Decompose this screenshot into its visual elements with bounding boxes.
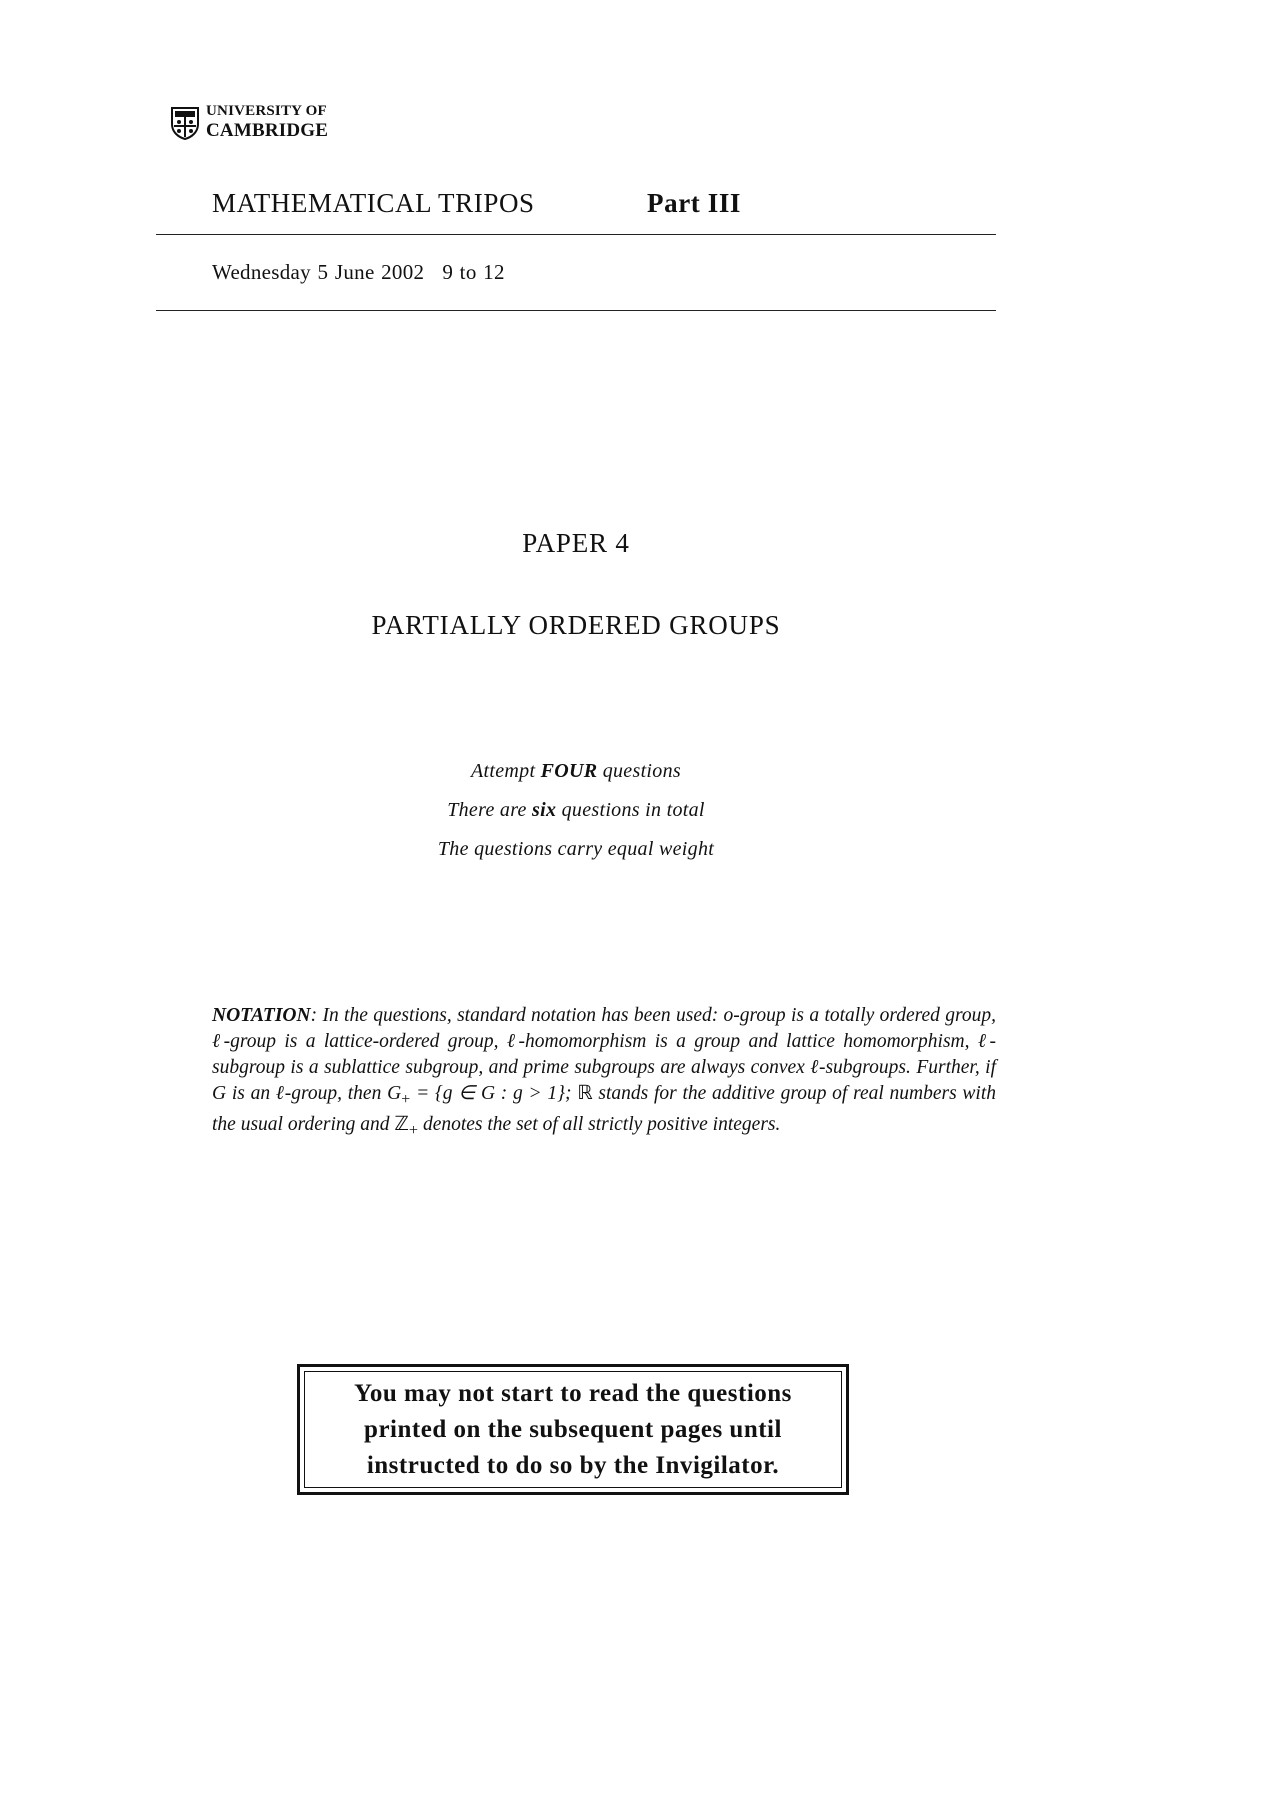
university-crest-icon <box>170 106 200 140</box>
exam-time: 9 to 12 <box>442 260 505 284</box>
instructions <box>0 752 1152 869</box>
university-name <box>206 104 328 140</box>
instruction-line-total: There are six questions in total <box>447 799 705 821</box>
paper-title: PARTIALLY ORDERED GROUPS <box>371 610 781 640</box>
exam-part: Part III <box>647 188 742 218</box>
instruction-line-weight: The questions carry equal weight <box>437 838 715 860</box>
header-rule-top <box>156 234 996 235</box>
notation-label: NOTATION <box>212 1005 311 1026</box>
university-name-line1: UNIVERSITY OF <box>206 103 327 119</box>
instruction-line-attempt: Attempt FOUR questions <box>471 760 681 782</box>
exam-date-time <box>212 260 505 285</box>
invigilator-warning-box <box>297 1364 849 1495</box>
exam-date: Wednesday 5 June 2002 <box>212 260 425 284</box>
reals-symbol: ℝ <box>577 1083 593 1104</box>
integers-symbol: ℤ <box>394 1113 409 1135</box>
header-rule-bottom <box>156 310 996 311</box>
notation-paragraph: NOTATION: In the questions, standard notation has been used: o-group is a totally ordered group, ℓ-group is a lattice-ordered group, ℓ-homomorphism is a group and lattice homomorphism, ℓ-subgroup is a sublattice subgroup, and prime subgroups are always convex ℓ-subgroups. Further, if G is an ℓ-group, then $G_+ = \{g$ ∈ G : g > 1}; ℝ stands for the additive group of real numbers with the usual ordering and ℤ$_+$ denotes the set of all strictly positive integers. <box>212 1005 997 1139</box>
university-name-line2: CAMBRIDGE <box>206 120 329 141</box>
exam-name: MATHEMATICAL TRIPOS <box>212 188 535 218</box>
paper-number: PAPER 4 <box>522 528 630 558</box>
invigilator-warning-text: You may not start to read the questions printed on the subsequent pages until instructed to do so by the Invigilator. <box>354 1379 792 1479</box>
